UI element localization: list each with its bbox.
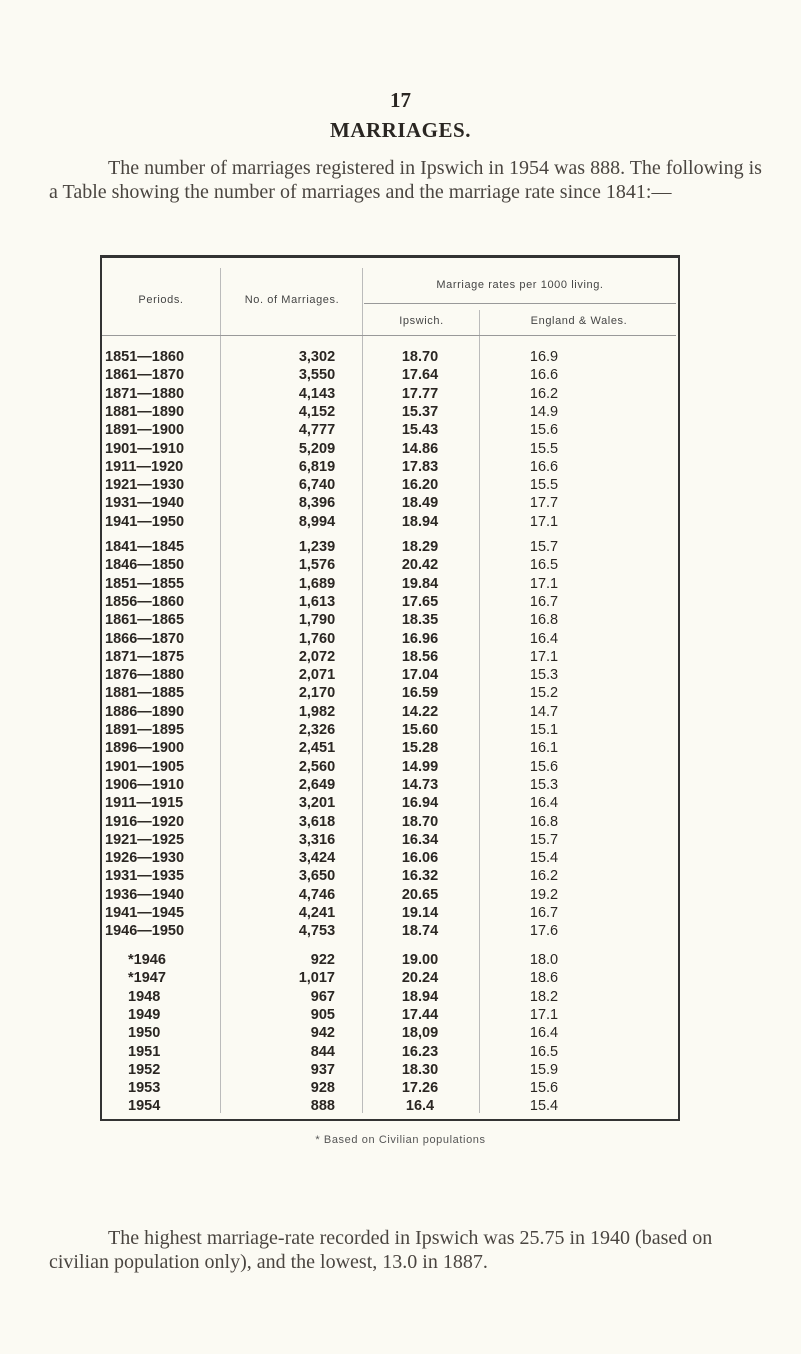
england-wales-rate-cell: 16.6 bbox=[529, 367, 559, 384]
header-rates: Marriage rates per 1000 living. bbox=[436, 279, 604, 291]
marriages-cell: 6,819 bbox=[298, 458, 336, 475]
england-wales-rate-cell: 15.5 bbox=[529, 440, 559, 457]
ipswich-rate-cell: 17.83 bbox=[401, 458, 439, 475]
marriages-cell: 3,424 bbox=[298, 850, 336, 867]
table-row bbox=[102, 1025, 678, 1042]
period-cell: 1954 bbox=[128, 1098, 161, 1115]
ipswich-rate-cell: 18.70 bbox=[401, 813, 439, 830]
period-cell: 1952 bbox=[128, 1061, 161, 1078]
marriages-cell: 3,201 bbox=[298, 795, 336, 812]
ipswich-rate-cell: 18.35 bbox=[401, 612, 439, 629]
table-row bbox=[102, 441, 678, 458]
header-marriages: No. of Marriages. bbox=[244, 294, 340, 306]
marriages-cell: 937 bbox=[310, 1061, 335, 1078]
marriages-cell: 1,239 bbox=[298, 539, 336, 555]
header-divider bbox=[102, 335, 676, 336]
ipswich-rate-cell: 18.30 bbox=[401, 1061, 439, 1078]
ipswich-rate-cell: 15.43 bbox=[401, 422, 439, 439]
table-row bbox=[102, 514, 678, 531]
table-row bbox=[102, 685, 678, 702]
period-cell: 1941—1950 bbox=[105, 513, 185, 530]
marriages-cell: 1,576 bbox=[298, 557, 336, 574]
ipswich-rate-cell: 17.65 bbox=[401, 593, 439, 610]
table-row bbox=[102, 612, 678, 629]
marriages-cell: 2,649 bbox=[298, 776, 336, 793]
period-cell: 1936—1940 bbox=[105, 886, 185, 903]
table-row bbox=[102, 594, 678, 611]
table-row bbox=[102, 970, 678, 987]
england-wales-rate-cell: 16.7 bbox=[529, 905, 559, 921]
table-row bbox=[102, 795, 678, 812]
ipswich-rate-cell: 18.94 bbox=[401, 988, 439, 1005]
period-cell: 1916—1920 bbox=[105, 813, 185, 830]
england-wales-rate-cell: 17.6 bbox=[529, 923, 559, 940]
ipswich-rate-cell: 14.22 bbox=[401, 703, 439, 720]
table-row bbox=[102, 386, 678, 403]
table-row bbox=[102, 759, 678, 776]
marriages-cell: 2,451 bbox=[298, 740, 336, 757]
marriages-cell: 8,994 bbox=[298, 513, 336, 530]
period-cell: 1953 bbox=[128, 1080, 161, 1097]
period-cell: 1851—1855 bbox=[105, 575, 185, 592]
marriages-cell: 928 bbox=[310, 1080, 335, 1097]
marriages-cell: 2,072 bbox=[298, 648, 336, 665]
england-wales-rate-cell: 16.1 bbox=[529, 740, 559, 757]
england-wales-rate-cell: 16.4 bbox=[529, 1025, 559, 1042]
period-cell: 1871—1875 bbox=[105, 648, 185, 665]
period-cell: 1881—1890 bbox=[105, 403, 185, 420]
marriages-cell: 844 bbox=[310, 1043, 335, 1060]
period-cell: 1951 bbox=[128, 1043, 161, 1060]
period-cell: 1911—1915 bbox=[105, 795, 184, 812]
england-wales-rate-cell: 17.1 bbox=[529, 1006, 559, 1023]
ipswich-rate-cell: 15.60 bbox=[401, 722, 439, 738]
ipswich-rate-cell: 18.29 bbox=[401, 539, 439, 555]
table-row bbox=[102, 1044, 678, 1061]
england-wales-rate-cell: 15.9 bbox=[529, 1061, 559, 1078]
table-row bbox=[102, 631, 678, 648]
table-row bbox=[102, 740, 678, 757]
marriages-cell: 1,613 bbox=[298, 593, 336, 610]
ipswich-rate-cell: 16.32 bbox=[401, 868, 439, 885]
table-row bbox=[102, 422, 678, 439]
marriages-cell: 4,777 bbox=[298, 422, 336, 439]
table-row bbox=[102, 722, 678, 739]
marriages-cell: 1,017 bbox=[298, 970, 335, 987]
table-row bbox=[102, 576, 678, 593]
period-cell: 1896—1900 bbox=[105, 740, 185, 757]
table-row bbox=[102, 1098, 678, 1115]
page-number: 17 bbox=[390, 88, 411, 112]
table-row bbox=[102, 923, 678, 940]
period-cell: 1921—1930 bbox=[105, 477, 185, 494]
marriages-cell: 3,302 bbox=[298, 349, 336, 365]
table-row bbox=[102, 349, 678, 366]
period-cell: 1861—1865 bbox=[105, 612, 185, 629]
table-row bbox=[102, 367, 678, 384]
england-wales-rate-cell: 19.2 bbox=[529, 886, 559, 903]
header-england-wales: England & Wales. bbox=[530, 315, 628, 327]
period-cell: 1931—1935 bbox=[105, 868, 185, 885]
table-row bbox=[102, 887, 678, 904]
marriages-cell: 4,241 bbox=[298, 905, 336, 921]
period-cell: 1926—1930 bbox=[105, 850, 185, 867]
period-cell: 1856—1860 bbox=[105, 593, 185, 610]
marriages-cell: 4,746 bbox=[298, 886, 336, 903]
table-row bbox=[102, 905, 678, 922]
ipswich-rate-cell: 16.23 bbox=[401, 1043, 439, 1060]
ipswich-rate-cell: 18.56 bbox=[401, 648, 439, 665]
ipswich-rate-cell: 16.96 bbox=[401, 630, 439, 647]
period-cell: 1876—1880 bbox=[105, 667, 185, 684]
marriages-cell: 3,550 bbox=[298, 367, 336, 384]
period-cell: 1921—1925 bbox=[105, 831, 185, 848]
table-row bbox=[102, 1007, 678, 1024]
closing-paragraph: The highest marriage-rate recorded in Ipswich was 25.75 in 1940 (based on civilian population only), and the lowest, 13.0 in 1887. bbox=[49, 1227, 713, 1273]
marriages-cell: 4,152 bbox=[298, 403, 336, 420]
table-row bbox=[102, 495, 678, 512]
marriages-cell: 967 bbox=[310, 988, 335, 1005]
england-wales-rate-cell: 16.5 bbox=[529, 557, 559, 574]
ipswich-rate-cell: 16.59 bbox=[401, 685, 439, 702]
england-wales-rate-cell: 18.0 bbox=[529, 952, 559, 968]
table-row bbox=[102, 649, 678, 666]
england-wales-rate-cell: 16.5 bbox=[529, 1043, 559, 1060]
period-cell: 1891—1895 bbox=[105, 722, 185, 738]
england-wales-rate-cell: 15.7 bbox=[529, 539, 559, 555]
table-row bbox=[102, 832, 678, 849]
england-wales-rate-cell: 16.9 bbox=[529, 349, 559, 365]
period-cell: 1886—1890 bbox=[105, 703, 185, 720]
period-cell: 1950 bbox=[128, 1025, 161, 1042]
england-wales-rate-cell: 16.8 bbox=[529, 612, 559, 629]
header-ipswich: Ipswich. bbox=[399, 315, 444, 327]
marriages-cell: 942 bbox=[310, 1025, 335, 1042]
ipswich-rate-cell: 16.06 bbox=[401, 850, 439, 867]
period-cell: 1851—1860 bbox=[105, 349, 185, 365]
england-wales-rate-cell: 15.7 bbox=[529, 831, 559, 848]
ipswich-rate-cell: 17.04 bbox=[401, 667, 439, 684]
marriages-cell: 2,326 bbox=[298, 722, 336, 738]
period-cell: *1946 bbox=[128, 952, 166, 968]
table-row bbox=[102, 1062, 678, 1079]
table-row bbox=[102, 404, 678, 421]
england-wales-rate-cell: 14.9 bbox=[529, 403, 559, 420]
footnote: * Based on Civilian populations bbox=[315, 1134, 486, 1146]
table-row bbox=[102, 667, 678, 684]
england-wales-rate-cell: 15.3 bbox=[529, 667, 559, 684]
table-row bbox=[102, 539, 678, 556]
ipswich-rate-cell: 16.94 bbox=[401, 795, 439, 812]
header-divider bbox=[364, 303, 676, 304]
marriages-cell: 4,143 bbox=[298, 385, 336, 402]
ipswich-rate-cell: 20.24 bbox=[401, 970, 439, 987]
ipswich-rate-cell: 20.65 bbox=[401, 886, 439, 903]
england-wales-rate-cell: 15.5 bbox=[529, 477, 559, 494]
period-cell: 1901—1910 bbox=[105, 440, 185, 457]
period-cell: 1901—1905 bbox=[105, 758, 185, 775]
period-cell: 1891—1900 bbox=[105, 422, 185, 439]
england-wales-rate-cell: 15.6 bbox=[529, 758, 559, 775]
table-row bbox=[102, 868, 678, 885]
period-cell: 1841—1845 bbox=[105, 539, 185, 555]
marriages-cell: 922 bbox=[310, 952, 335, 968]
marriages-cell: 1,982 bbox=[298, 703, 336, 720]
england-wales-rate-cell: 14.7 bbox=[529, 703, 559, 720]
table-row bbox=[102, 1080, 678, 1097]
ipswich-rate-cell: 14.73 bbox=[401, 776, 439, 793]
england-wales-rate-cell: 16.2 bbox=[529, 868, 559, 885]
table-row bbox=[102, 850, 678, 867]
intro-paragraph: The number of marriages registered in Ipswich in 1954 was 888. The following is a Table showing the number of marriages and the marriage rate since 1841:— bbox=[49, 157, 762, 203]
ipswich-rate-cell: 16.4 bbox=[405, 1098, 435, 1115]
england-wales-rate-cell: 16.7 bbox=[529, 593, 559, 610]
ipswich-rate-cell: 20.42 bbox=[401, 557, 439, 574]
ipswich-rate-cell: 17.44 bbox=[401, 1006, 439, 1023]
marriages-cell: 5,209 bbox=[298, 440, 336, 457]
marriages-table bbox=[100, 255, 680, 1121]
period-cell: 1881—1885 bbox=[105, 685, 185, 702]
ipswich-rate-cell: 18.74 bbox=[401, 923, 439, 940]
ipswich-rate-cell: 18,09 bbox=[401, 1025, 439, 1042]
england-wales-rate-cell: 16.6 bbox=[529, 458, 559, 475]
ipswich-rate-cell: 17.77 bbox=[401, 385, 439, 402]
ipswich-rate-cell: 16.34 bbox=[401, 831, 439, 848]
england-wales-rate-cell: 15.4 bbox=[529, 1098, 559, 1115]
marriages-cell: 4,753 bbox=[298, 923, 336, 940]
marriages-cell: 1,760 bbox=[298, 630, 336, 647]
ipswich-rate-cell: 15.37 bbox=[401, 403, 439, 420]
marriages-cell: 6,740 bbox=[298, 477, 336, 494]
ipswich-rate-cell: 17.26 bbox=[401, 1080, 439, 1097]
marriages-cell: 2,560 bbox=[298, 758, 336, 775]
ipswich-rate-cell: 19.14 bbox=[401, 905, 439, 921]
period-cell: 1948 bbox=[128, 988, 161, 1005]
england-wales-rate-cell: 15.3 bbox=[529, 776, 559, 793]
page-title: MARRIAGES. bbox=[330, 118, 471, 142]
table-row bbox=[102, 777, 678, 794]
ipswich-rate-cell: 14.86 bbox=[401, 440, 439, 457]
period-cell: 1949 bbox=[128, 1006, 161, 1023]
ipswich-rate-cell: 15.28 bbox=[401, 740, 439, 757]
ipswich-rate-cell: 17.64 bbox=[401, 367, 439, 384]
marriages-cell: 1,689 bbox=[298, 575, 336, 592]
period-cell: 1931—1940 bbox=[105, 495, 185, 512]
period-cell: 1941—1945 bbox=[105, 905, 185, 921]
period-cell: 1911—1920 bbox=[105, 458, 184, 475]
ipswich-rate-cell: 19.84 bbox=[401, 575, 439, 592]
marriages-cell: 1,790 bbox=[298, 612, 336, 629]
marriages-cell: 3,316 bbox=[298, 831, 336, 848]
table-row bbox=[102, 557, 678, 574]
england-wales-rate-cell: 18.2 bbox=[529, 988, 559, 1005]
england-wales-rate-cell: 17.1 bbox=[529, 648, 559, 665]
england-wales-rate-cell: 16.4 bbox=[529, 795, 559, 812]
england-wales-rate-cell: 15.4 bbox=[529, 850, 559, 867]
england-wales-rate-cell: 16.8 bbox=[529, 813, 559, 830]
ipswich-rate-cell: 18.94 bbox=[401, 513, 439, 530]
period-cell: 1906—1910 bbox=[105, 776, 185, 793]
period-cell: 1871—1880 bbox=[105, 385, 185, 402]
england-wales-rate-cell: 15.6 bbox=[529, 422, 559, 439]
england-wales-rate-cell: 18.6 bbox=[529, 970, 559, 987]
period-cell: 1946—1950 bbox=[105, 923, 185, 940]
ipswich-rate-cell: 19.00 bbox=[401, 952, 439, 968]
ipswich-rate-cell: 14.99 bbox=[401, 758, 439, 775]
ipswich-rate-cell: 16.20 bbox=[401, 477, 439, 494]
period-cell: 1866—1870 bbox=[105, 630, 185, 647]
marriages-cell: 3,618 bbox=[298, 813, 336, 830]
table-row bbox=[102, 989, 678, 1006]
table-row bbox=[102, 952, 678, 969]
england-wales-rate-cell: 17.1 bbox=[529, 513, 559, 530]
marriages-cell: 905 bbox=[310, 1006, 335, 1023]
england-wales-rate-cell: 16.2 bbox=[529, 385, 559, 402]
england-wales-rate-cell: 15.2 bbox=[529, 685, 559, 702]
table-row bbox=[102, 814, 678, 831]
ipswich-rate-cell: 18.49 bbox=[401, 495, 439, 512]
marriages-cell: 2,071 bbox=[298, 667, 336, 684]
england-wales-rate-cell: 16.4 bbox=[529, 630, 559, 647]
england-wales-rate-cell: 17.7 bbox=[529, 495, 559, 512]
marriages-cell: 8,396 bbox=[298, 495, 336, 512]
period-cell: 1861—1870 bbox=[105, 367, 185, 384]
england-wales-rate-cell: 17.1 bbox=[529, 575, 559, 592]
table-row bbox=[102, 704, 678, 721]
england-wales-rate-cell: 15.1 bbox=[529, 722, 559, 738]
ipswich-rate-cell: 18.70 bbox=[401, 349, 439, 365]
marriages-cell: 888 bbox=[310, 1098, 335, 1115]
table-row bbox=[102, 459, 678, 476]
period-cell: 1846—1850 bbox=[105, 557, 185, 574]
marriages-cell: 3,650 bbox=[298, 868, 336, 885]
table-row bbox=[102, 477, 678, 494]
period-cell: *1947 bbox=[128, 970, 166, 987]
england-wales-rate-cell: 15.6 bbox=[529, 1080, 559, 1097]
header-periods: Periods. bbox=[138, 294, 184, 306]
marriages-cell: 2,170 bbox=[298, 685, 336, 702]
